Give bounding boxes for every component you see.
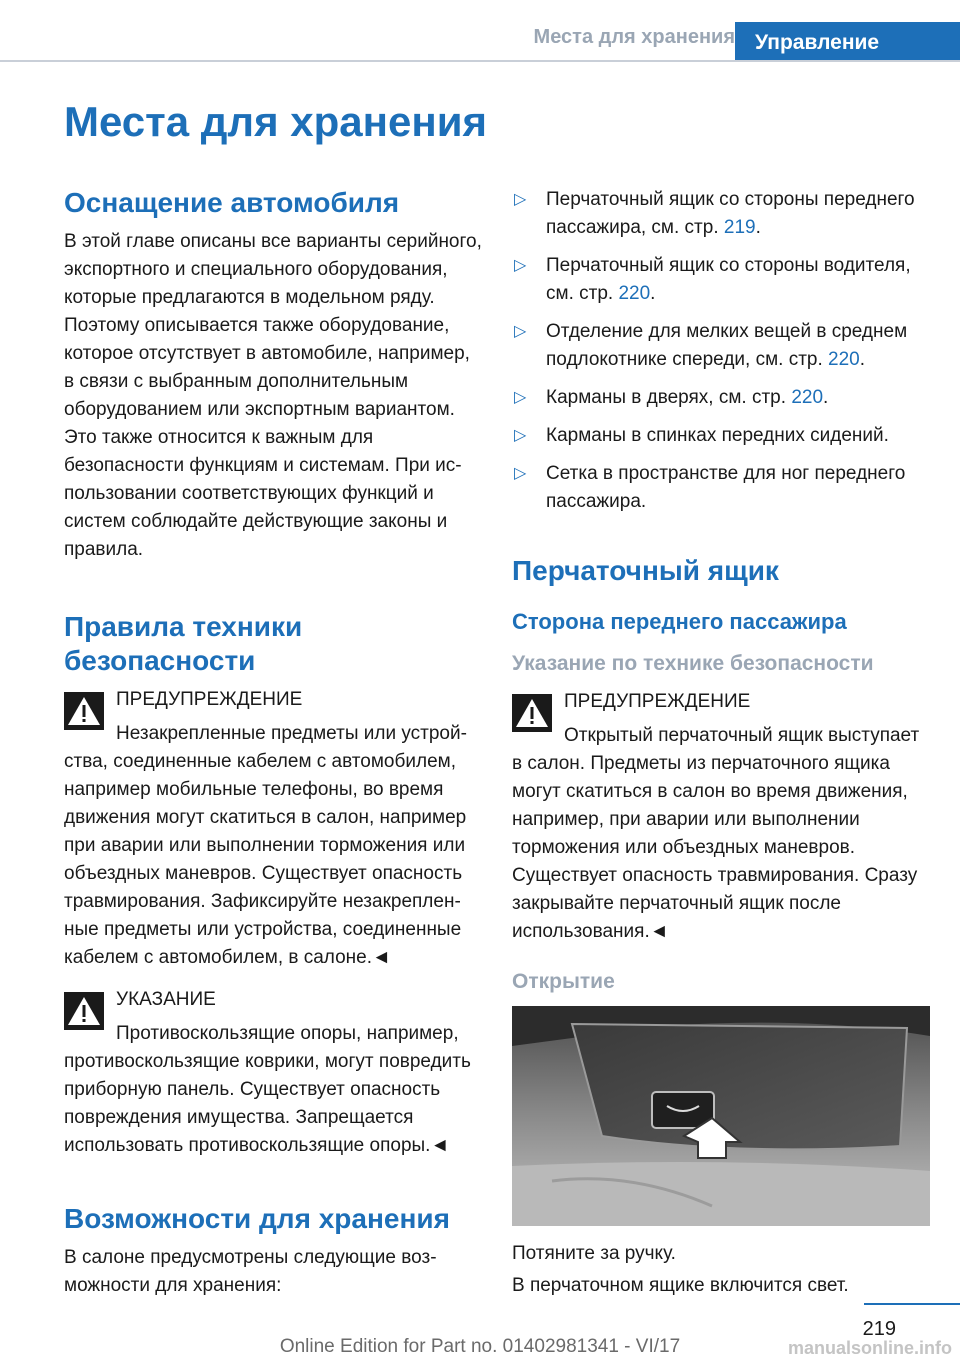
page-number: 219 xyxy=(862,1318,896,1340)
list-item: ▷ Сетка в пространстве для ног переднего пассажира. xyxy=(512,460,930,516)
storage-heading: Возможности для хранения xyxy=(64,1203,450,1234)
page-number-rule xyxy=(864,1303,960,1305)
safety-heading: Правила техники безопасности xyxy=(64,611,303,676)
warning-text: Незакрепленные предметы или устройства, соединенные кабелем с автомобилем, например мобильные телефоны, во время движения могут скатиться в салон, например при аварии или выполнении торможения или объездных маневров. Существует опасность травмирования. Зафиксируйте незакрепленные предметы или устройства, соединенные кабелем с автомобилем, в салоне.◄ xyxy=(64,723,467,968)
bullet-triangle-icon: ▷ xyxy=(514,389,527,406)
opening-heading: Открытие xyxy=(512,970,615,993)
warning-block xyxy=(512,688,930,946)
glovebox-heading: Перчаточный ящик xyxy=(512,555,779,586)
page-link[interactable]: 220 xyxy=(618,283,651,304)
bullet-triangle-icon: ▷ xyxy=(514,257,527,274)
list-item: ▷ Перчаточный ящик со стороны водителя, см. стр. 220. xyxy=(512,252,930,308)
storage-paragraph: В салоне предусмотрены следующие возможности для хранения: xyxy=(64,1247,437,1296)
edition-footer: Online Edition for Part no. 01402981341 - VI/17 xyxy=(279,1336,681,1357)
bullet-triangle-icon: ▷ xyxy=(514,465,527,482)
notice-label: УКАЗАНИЕ xyxy=(116,989,216,1010)
list-item: ▷ Карманы в дверях, см. стр. 220. xyxy=(512,384,930,412)
header-section-title: Места для хранения xyxy=(533,26,735,48)
warning-triangle-icon xyxy=(512,694,552,732)
equipment-paragraph: В этой главе описаны все варианты серийного, экспортного и специального оборудования, которые предлагаются в модельном ряду. Поэтому описывается также оборудование, которое отсутствует в автомобиле, например, в связи с выбранным дополнительным оборудованием или экспортным вариантом. Это также относится к важным для безопасности функциям и системам. При использовании соответствующих функций и систем соблюдайте действующие законы и правила. xyxy=(64,231,482,560)
notice-block xyxy=(64,986,482,1160)
bullet-triangle-icon: ▷ xyxy=(514,427,527,444)
warning-block xyxy=(64,686,482,972)
warning-text: Открытый перчаточный ящик выступает в салон. Предметы из перчаточного ящика могут скатиться в салон во время движения, например, при аварии или выполнении торможения или объездных маневров. Существует опасность травмирования. Сразу закрывайте перчаточный ящик после использования.◄ xyxy=(512,725,920,942)
page-link[interactable]: 220 xyxy=(828,349,860,370)
page-link[interactable]: 219 xyxy=(723,217,756,238)
list-item: ▷ Карманы в спинках передних сидений. xyxy=(512,422,930,450)
page-link[interactable]: 220 xyxy=(791,387,824,408)
warning-triangle-icon xyxy=(64,692,104,730)
storage-list xyxy=(512,186,930,516)
equipment-heading: Оснащение автомобиля xyxy=(64,187,400,218)
header-divider xyxy=(0,60,960,62)
safety-note-heading: Указание по технике безопасности xyxy=(512,652,874,675)
bullet-triangle-icon: ▷ xyxy=(514,323,527,340)
step-pull-handle: Потяните за ручку. xyxy=(512,1243,676,1264)
bullet-triangle-icon: ▷ xyxy=(514,191,527,208)
notice-triangle-icon xyxy=(64,992,104,1030)
warning-label: ПРЕДУПРЕЖДЕНИЕ xyxy=(564,691,751,712)
watermark: manualsonline.info xyxy=(787,1338,952,1358)
passenger-side-heading: Сторона переднего пассажира xyxy=(512,609,847,634)
glovebox-photo xyxy=(512,1006,930,1226)
notice-text: Противоскользящие опоры, например, противоскользящие коврики, могут повредить приборную панель. Существует опасность повреждения имущества. Запрещается использовать противоскользящие опоры.◄ xyxy=(64,1023,471,1156)
warning-label: ПРЕДУПРЕЖДЕНИЕ xyxy=(116,689,303,710)
step-light-on: В перчаточном ящике включится свет. xyxy=(512,1275,849,1296)
page-title: Места для хранения xyxy=(64,98,488,145)
page-header xyxy=(0,0,960,62)
list-item: ▷ Отделение для мелких вещей в среднем подлокотнике спереди, см. стр. 220. xyxy=(512,318,930,374)
right-column xyxy=(512,186,930,1300)
list-item: ▷ Перчаточный ящик со стороны переднего пассажира, см. стр. 219. xyxy=(512,186,930,242)
left-column xyxy=(64,186,482,1300)
header-chapter-tab[interactable]: Управление xyxy=(735,22,960,62)
